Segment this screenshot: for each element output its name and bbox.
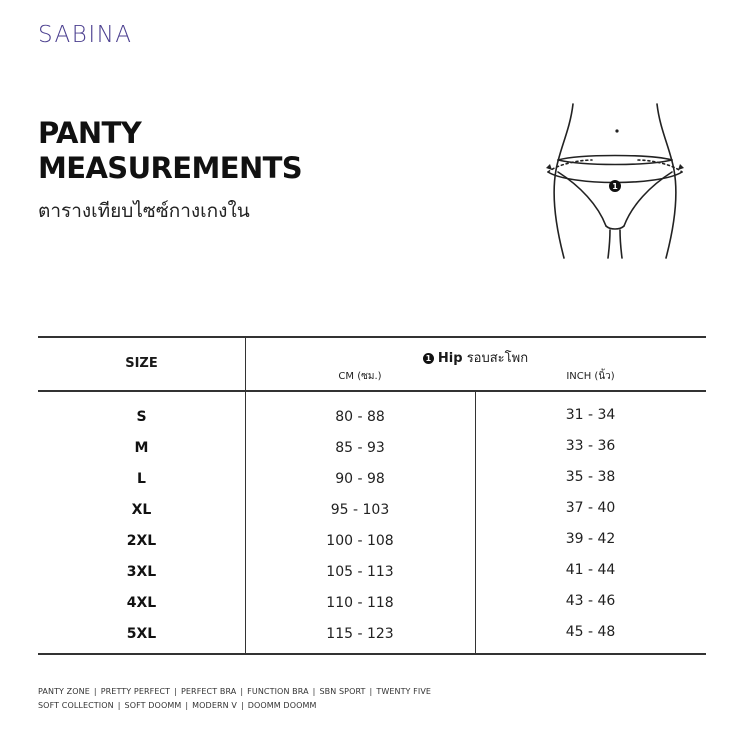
cm-cell: 85 - 93 [335, 440, 385, 456]
size-cell: M [134, 440, 149, 456]
size-cell: 5XL [126, 626, 157, 642]
footer-separator: | [240, 701, 244, 710]
footer-collections [38, 685, 431, 713]
cm-cell: 95 - 103 [330, 502, 390, 518]
hip-header [245, 347, 706, 368]
footer-separator: | [93, 687, 97, 696]
table-bottom-rule [38, 653, 706, 655]
inner-left-leg [608, 230, 610, 258]
arrow-left-icon [546, 164, 552, 170]
footer-collection-item: PRETTY PERFECT [100, 687, 171, 696]
cm-cell: 80 - 88 [335, 409, 385, 425]
arrow-right-icon [678, 164, 684, 170]
hip-label: Hip [437, 351, 463, 366]
navel-dot [615, 129, 618, 132]
footer-line-1 [38, 685, 431, 699]
inch-cell: 43 - 46 [565, 593, 616, 609]
page-subtitle: ตารางเทียบไซซ์กางเกงใน [38, 200, 250, 222]
footer-separator: | [240, 687, 244, 696]
cm-cell: 105 - 113 [326, 564, 394, 580]
panty-crotch [606, 226, 624, 229]
cm-cell: 110 - 118 [326, 595, 394, 611]
inner-right-leg [620, 230, 622, 258]
inch-header: INCH (นิ้ว) [566, 371, 615, 382]
title-line-2: MEASUREMENTS [38, 151, 303, 185]
hip-thai-label: รอบสะโพก [466, 351, 529, 366]
inch-cell: 31 - 34 [565, 407, 616, 423]
inch-cell: 39 - 42 [565, 531, 616, 547]
size-table [38, 336, 706, 656]
footer-collection-item: PANTY ZONE [38, 687, 90, 696]
inch-cell: 35 - 38 [565, 469, 616, 485]
size-header: SIZE [125, 356, 158, 371]
footer-separator: | [174, 687, 177, 696]
cm-header: CM (ซม.) [338, 371, 382, 382]
footer-separator: | [185, 701, 189, 710]
footer-collection-item: TWENTY FIVE [376, 687, 432, 696]
cm-cell: 115 - 123 [326, 626, 394, 642]
footer-line-2 [38, 699, 431, 713]
table-header-rule [38, 390, 706, 392]
inch-cell: 45 - 48 [565, 624, 616, 640]
footer-collection-item: DOOMM DOOMM [247, 701, 317, 710]
inch-cell: 37 - 40 [565, 500, 616, 516]
cm-cell: 90 - 98 [335, 471, 385, 487]
inch-cell: 33 - 36 [565, 438, 616, 454]
footer-separator: | [312, 687, 316, 696]
size-cell: 3XL [126, 564, 157, 580]
panty-top-edge [558, 156, 672, 161]
inch-cell: 41 - 44 [565, 562, 616, 578]
size-cell: S [136, 409, 147, 425]
title-line-1: PANTY [38, 116, 142, 150]
footer-collection-item: SBN SPORT [319, 687, 366, 696]
footer-separator: | [117, 701, 121, 710]
footer-collection-item: SOFT COLLECTION [38, 701, 114, 710]
size-cell: 4XL [126, 595, 157, 611]
footer-collection-item: MODERN V [192, 701, 237, 710]
hip-marker-number: 1 [612, 182, 618, 191]
footer-collection-item: PERFECT BRA [180, 687, 237, 696]
size-cell: L [137, 471, 146, 487]
size-cell: XL [131, 502, 152, 518]
brand-logo: SABINA [38, 22, 133, 48]
footer-collection-item: SOFT DOOMM [124, 701, 182, 710]
size-cell: 2XL [126, 533, 157, 549]
cm-cell: 100 - 108 [326, 533, 394, 549]
footer-separator: | [369, 687, 373, 696]
hip-marker-icon: 1 [423, 353, 434, 364]
footer-collection-item: FUNCTION BRA [247, 687, 309, 696]
hip-measurement-illustration [540, 100, 690, 260]
table-top-rule [38, 336, 706, 338]
table-divider-units [475, 391, 476, 653]
page-title [38, 116, 302, 186]
